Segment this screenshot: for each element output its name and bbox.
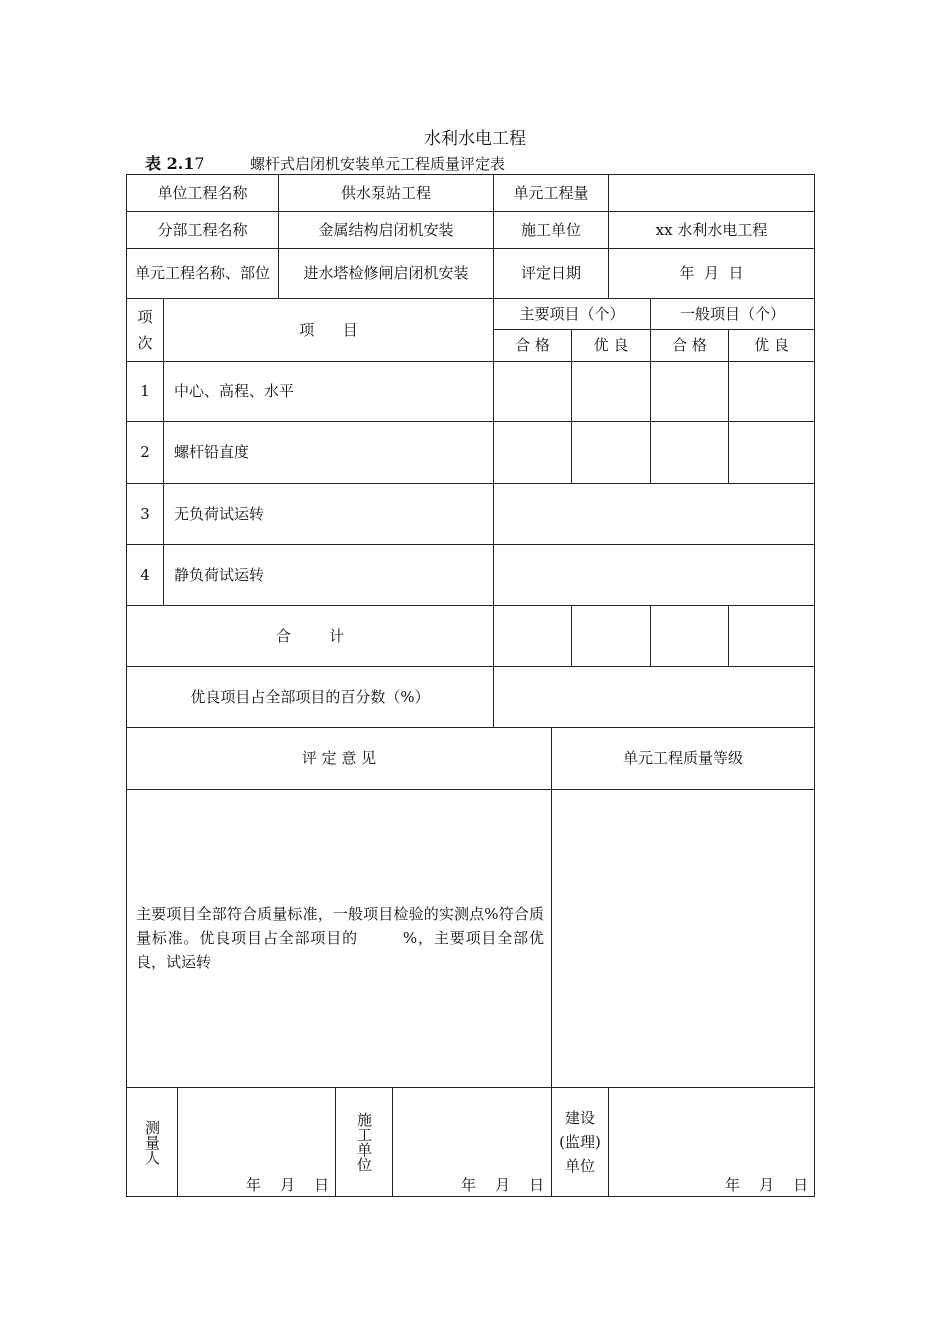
general-items-header: 一般项目（个）: [679, 304, 785, 323]
unit-project-value: 供水泵站工程: [340, 183, 431, 202]
item-no: 1: [140, 382, 150, 400]
table-number-suffix: 7: [194, 154, 205, 173]
owner-date: 年 月 日: [725, 1176, 809, 1194]
item-name: 静负荷试运转: [174, 565, 265, 584]
item-name: 螺杆铅直度: [174, 443, 250, 461]
grade-label: 单元工程质量等级: [622, 749, 743, 767]
unit-quantity-value: [609, 175, 814, 211]
contractor-label: 施工单位: [520, 220, 581, 239]
grid-line: [392, 1087, 393, 1197]
contractor-date: 年 月 日: [461, 1176, 545, 1194]
grid-line: [608, 1087, 609, 1197]
item-name: 无负荷试运转: [174, 504, 265, 523]
opinion-text: 主要项目全部符合质量标准，一般项目检验的实测点%符合质量标准。优良项目占全部项目的 %，主要项目全部优良，试运转: [136, 905, 544, 971]
item-no: 2: [140, 443, 150, 461]
owner-sign-label: 建设(监理)单位: [559, 1109, 601, 1175]
table-number: [145, 151, 205, 174]
total-label: 合 计: [275, 626, 345, 645]
grid-line: [551, 727, 552, 1197]
item-no-header: 项次: [137, 308, 153, 352]
eval-date-value: 年 月 日: [679, 264, 744, 282]
form-name: 螺杆式启闭机安装单元工程质量评定表: [250, 155, 506, 173]
grid-line: [571, 605, 572, 666]
item-no: 4: [140, 565, 150, 584]
surveyor-label-text: 测量人: [143, 1119, 161, 1165]
branch-project-value: 金属结构启闭机安装: [318, 220, 454, 239]
grid-line: [126, 1196, 815, 1197]
opinion-label: 评 定 意 见: [301, 749, 377, 767]
general-excellent-header: 优 良: [754, 336, 789, 354]
surveyor-date: 年 月 日: [246, 1176, 330, 1194]
grid-line: [177, 1087, 178, 1197]
contractor-sign-label-text: 施工单位: [355, 1112, 373, 1172]
unit-project-label: 单位工程名称: [157, 183, 248, 202]
element-value: 进水塔检修闸启闭机安装: [303, 264, 469, 282]
element-label: 单元工程名称、部位: [134, 264, 270, 282]
branch-project-label: 分部工程名称: [157, 220, 248, 239]
unit-quantity-label: 单元工程量: [513, 183, 589, 202]
item-name-header: 项 目: [299, 320, 358, 339]
grid-line: [126, 789, 815, 790]
table-number-main: 表 2.1: [145, 154, 195, 173]
grid-line: [650, 605, 651, 666]
grid-line: [814, 174, 815, 1197]
main-excellent-header: 优 良: [593, 336, 629, 354]
general-pass-header: 合 格: [672, 336, 707, 354]
document-title: 水利水电工程: [424, 129, 526, 149]
main-items-header: 主要项目（个）: [519, 304, 625, 323]
eval-date-label: 评定日期: [520, 264, 581, 282]
item-no: 3: [140, 504, 150, 523]
grid-line: [728, 605, 729, 666]
percent-label: 优良项目占全部项目的百分数（%）: [190, 687, 430, 706]
item-name: 中心、高程、水平: [174, 382, 295, 400]
grid-line: [126, 1087, 815, 1088]
main-pass-header: 合 格: [515, 336, 550, 354]
contractor-sign-label: [336, 1088, 392, 1196]
contractor-value: xx 水利水电工程: [655, 220, 768, 239]
surveyor-label: [127, 1088, 177, 1196]
